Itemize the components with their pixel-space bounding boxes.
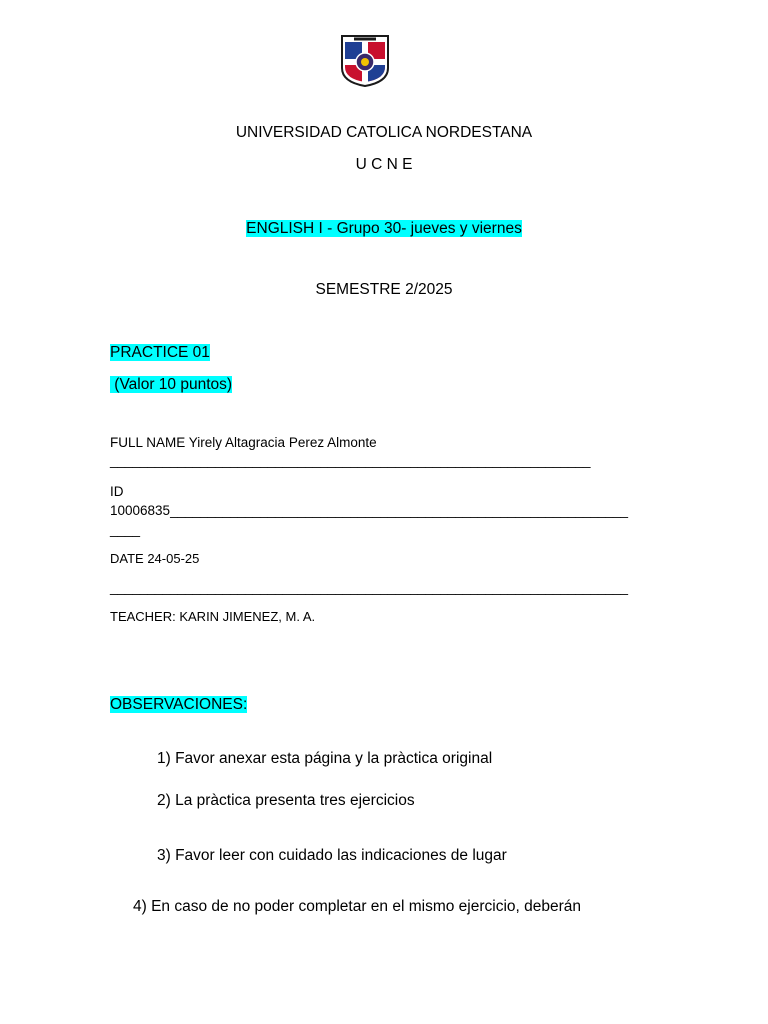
university-acronym: U C N E — [355, 156, 413, 173]
practice-title-line — [110, 344, 210, 362]
full-name-underline: ________________________________________________________________ — [110, 453, 591, 468]
observations-title-line — [110, 696, 247, 714]
full-name-field: FULL NAME Yirely Altagracia Perez Almonte — [110, 435, 377, 450]
observation-item-1: 1) Favor anexar esta página y la pràctica original — [157, 750, 493, 767]
id-underline-overflow: ____ — [110, 522, 141, 537]
observation-item-3: 3) Favor leer con cuidado las indicaciones de lugar — [157, 847, 507, 864]
university-name: UNIVERSIDAD CATOLICA NORDESTANA — [235, 124, 533, 141]
observations-title: OBSERVACIONES: — [110, 696, 248, 713]
date-underline: _____________________________________________________________________ — [110, 580, 629, 595]
course-line — [0, 220, 768, 238]
observation-item-4: 4) En caso de no poder completar en el mismo ejercicio, deberán — [133, 898, 582, 915]
teacher-field: TEACHER: KARIN JIMENEZ, M. A. — [110, 609, 316, 624]
id-value: 10006835_____________________________________________________________ — [110, 503, 629, 518]
university-seal-logo — [340, 34, 390, 88]
semester: SEMESTRE 2/2025 — [315, 281, 453, 298]
practice-value-line — [110, 376, 232, 394]
id-label: ID — [110, 484, 124, 499]
date-field: DATE 24-05-25 — [110, 551, 200, 566]
observation-item-2: 2) La pràctica presenta tres ejercicios — [157, 792, 415, 809]
course-title: ENGLISH I - Grupo 30- jueves y viernes — [246, 220, 522, 237]
practice-value: (Valor 10 puntos) — [110, 376, 233, 393]
practice-title: PRACTICE 01 — [110, 344, 210, 361]
